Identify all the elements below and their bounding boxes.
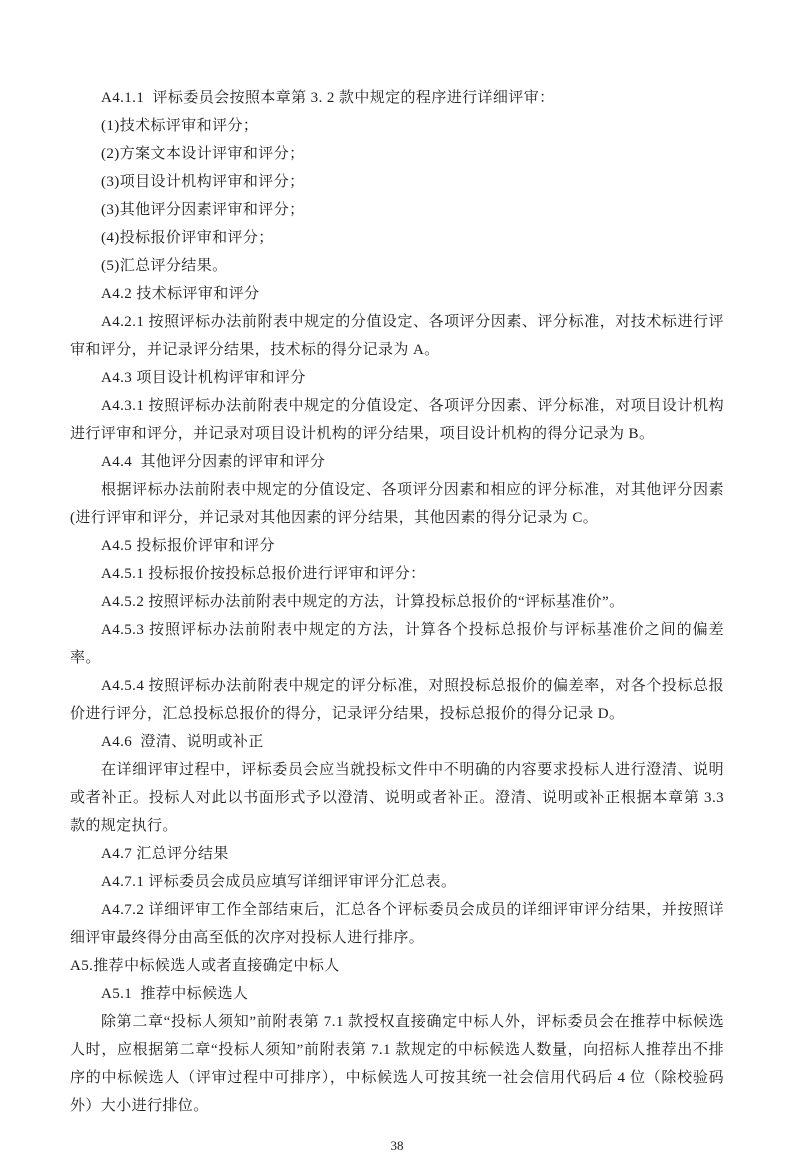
document-body bbox=[70, 84, 729, 1120]
paragraph: 根据评标办法前附表中规定的分值设定、各项评分因素和相应的评分标准，对其他评分因素(进行评审和评分，并记录对其他因素的评分结果，其他因素的得分记录为 C。 bbox=[70, 482, 724, 526]
paragraph: (2)方案文本设计评审和评分； bbox=[101, 146, 305, 162]
paragraph: A5.推荐中标候选人或者直接确定中标人 bbox=[70, 958, 340, 974]
paragraph: (4)投标报价评审和评分； bbox=[101, 230, 274, 246]
paragraph: A4.2 技术标评审和评分 bbox=[101, 286, 260, 302]
paragraph: A4.5.1 投标报价按投标总报价进行评审和评分： bbox=[101, 566, 426, 582]
paragraph: A4.2.1 按照评标办法前附表中规定的分值设定、各项评分因素、评分标准，对技术标进行评审和评分，并记录评分结果，技术标的得分记录为 A。 bbox=[70, 314, 724, 358]
paragraph: (3)其他评分因素评审和评分； bbox=[101, 202, 305, 218]
paragraph: A4.5.2 按照评标办法前附表中规定的方法，计算投标总报价的“评标基准价”。 bbox=[101, 594, 625, 610]
paragraph: A5.1 推荐中标候选人 bbox=[101, 986, 249, 1002]
paragraph: A4.7.1 评标委员会成员应填写详细评审评分汇总表。 bbox=[101, 874, 457, 890]
paragraph: 除第二章“投标人须知”前附表第 7.1 款授权直接确定中标人外，评标委员会在推荐中标候选人时，应根据第二章“投标人须知”前附表第 7.1 款规定的中标候选人数量，向招标人推荐出不排序的中标候选人（评审过程中可排序），中标候选人可按其统一社会信用代码后 4 位（除校验码外）大小进行排位。 bbox=[70, 1014, 724, 1114]
paragraph: A4.3.1 按照评标办法前附表中规定的分值设定、各项评分因素、评分标准，对项目设计机构进行评审和评分，并记录对项目设计机构的评分结果，项目设计机构的得分记录为 B。 bbox=[70, 398, 724, 442]
paragraph: A4.5.3 按照评标办法前附表中规定的方法，计算各个投标总报价与评标基准价之间的偏差率。 bbox=[70, 622, 724, 666]
paragraph: A4.7.2 详细评审工作全部结束后，汇总各个评标委员会成员的详细评审评分结果，并按照详细评审最终得分由高至低的次序对投标人进行排序。 bbox=[70, 902, 724, 946]
paragraph: (1)技术标评审和评分； bbox=[101, 118, 259, 134]
paragraph: 在详细评审过程中，评标委员会应当就投标文件中不明确的内容要求投标人进行澄清、说明或者补正。投标人对此以书面形式予以澄清、说明或者补正。澄清、说明或补正根据本章第 3.3 款的规定执行。 bbox=[70, 762, 729, 834]
paragraph: (5)汇总评分结果。 bbox=[101, 258, 228, 274]
paragraph: (3)项目设计机构评审和评分； bbox=[101, 174, 305, 190]
paragraph: A4.3 项目设计机构评审和评分 bbox=[101, 370, 306, 386]
paragraph: A4.1.1 评标委员会按照本章第 3. 2 款中规定的程序进行详细评审： bbox=[101, 90, 555, 106]
paragraph: A4.5 投标报价评审和评分 bbox=[101, 538, 275, 554]
paragraph: A4.4 其他评分因素的评审和评分 bbox=[101, 454, 326, 470]
paragraph: A4.5.4 按照评标办法前附表中规定的评分标准，对照投标总报价的偏差率，对各个投标总报价进行评分，汇总投标总报价的得分，记录评分结果，投标总报价的得分记录 D。 bbox=[70, 678, 724, 722]
paragraph: A4.6 澄清、说明或补正 bbox=[101, 734, 264, 750]
paragraph: A4.7 汇总评分结果 bbox=[101, 846, 229, 862]
page-number: 38 bbox=[390, 1138, 404, 1153]
